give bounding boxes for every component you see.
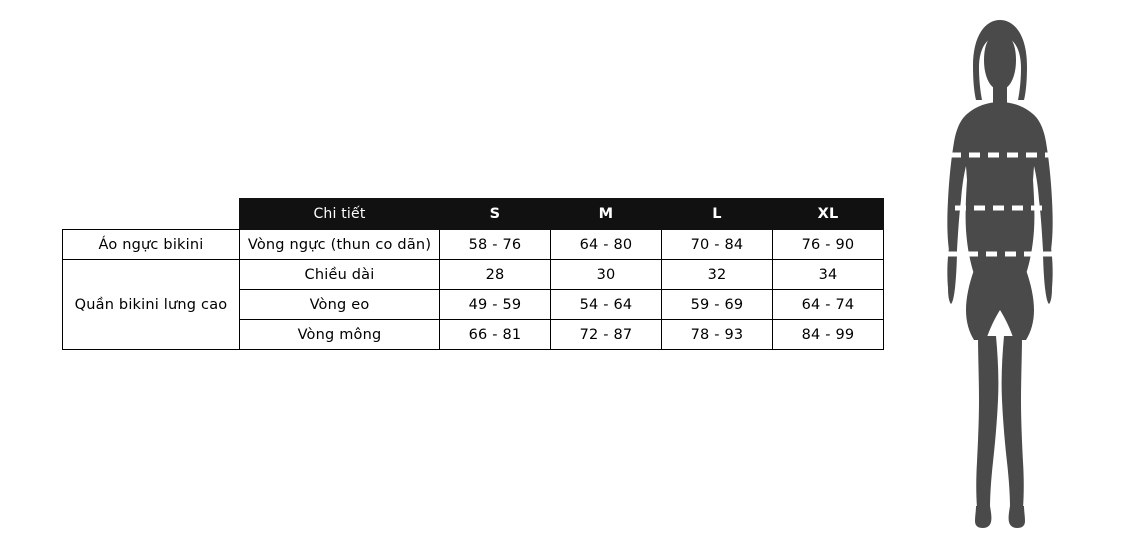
value-s: 49 - 59: [440, 290, 551, 320]
detail-label: Vòng mông: [240, 320, 440, 350]
header-size-xl: XL: [773, 199, 884, 230]
value-xl: 84 - 99: [773, 320, 884, 350]
table-header-row: [63, 199, 884, 230]
header-blank: [63, 199, 240, 230]
value-m: 72 - 87: [551, 320, 662, 350]
table-row: [63, 230, 884, 260]
female-body-silhouette-icon: [900, 18, 1100, 528]
size-chart: [62, 198, 884, 350]
value-xl: 34: [773, 260, 884, 290]
header-size-m: M: [551, 199, 662, 230]
value-xl: 64 - 74: [773, 290, 884, 320]
value-l: 70 - 84: [662, 230, 773, 260]
value-s: 28: [440, 260, 551, 290]
size-table: [62, 198, 884, 350]
value-m: 64 - 80: [551, 230, 662, 260]
value-m: 54 - 64: [551, 290, 662, 320]
detail-label: Chiều dài: [240, 260, 440, 290]
value-l: 78 - 93: [662, 320, 773, 350]
value-m: 30: [551, 260, 662, 290]
value-l: 32: [662, 260, 773, 290]
header-size-l: L: [662, 199, 773, 230]
detail-label: Vòng ngực (thun co dãn): [240, 230, 440, 260]
value-s: 58 - 76: [440, 230, 551, 260]
group-label-bra: Áo ngực bikini: [63, 230, 240, 260]
value-l: 59 - 69: [662, 290, 773, 320]
value-xl: 76 - 90: [773, 230, 884, 260]
header-size-s: S: [440, 199, 551, 230]
header-detail: Chi tiết: [240, 199, 440, 230]
detail-label: Vòng eo: [240, 290, 440, 320]
body-silhouette-figure: [900, 18, 1100, 528]
group-label-bottom: Quần bikini lưng cao: [63, 260, 240, 350]
value-s: 66 - 81: [440, 320, 551, 350]
table-row: [63, 260, 884, 290]
